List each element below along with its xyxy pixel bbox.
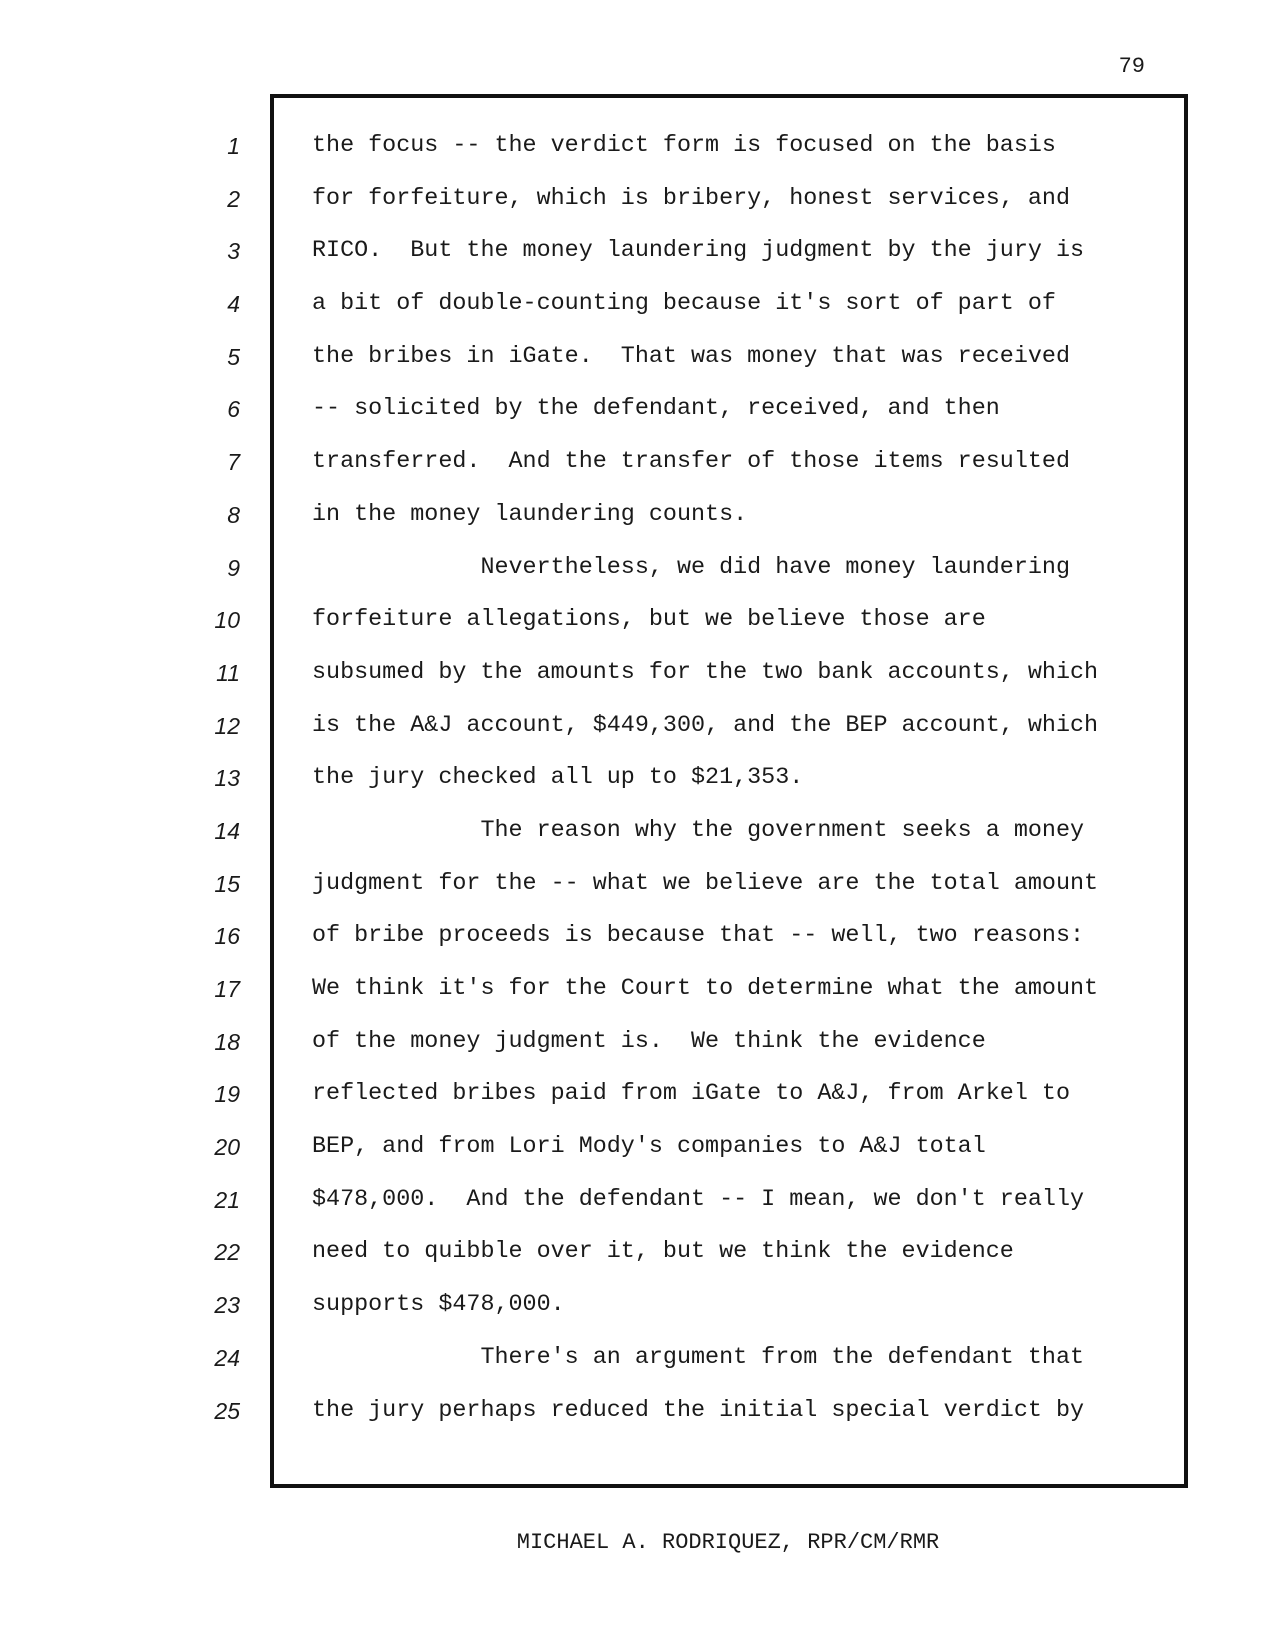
transcript-line: reflected bribes paid from iGate to A&J, from Arkel to bbox=[312, 1081, 1070, 1108]
transcript-line: -- solicited by the defendant, received, and then bbox=[312, 396, 1000, 423]
line-number: 3 bbox=[227, 238, 240, 265]
transcript-line: is the A&J account, $449,300, and the BEP account, which bbox=[312, 712, 1099, 739]
transcript-line: for forfeiture, which is bribery, honest services, and bbox=[312, 185, 1070, 212]
transcript-line: forfeiture allegations, but we believe those are bbox=[312, 607, 986, 634]
transcript-line: subsumed by the amounts for the two bank accounts, which bbox=[312, 659, 1099, 686]
line-number: 10 bbox=[214, 607, 240, 634]
transcript-line: supports $478,000. bbox=[312, 1292, 565, 1319]
page-number: 79 bbox=[1118, 54, 1145, 79]
line-number: 6 bbox=[227, 396, 240, 423]
transcript-line: RICO. But the money laundering judgment by the jury is bbox=[312, 238, 1085, 265]
transcript-line: of bribe proceeds is because that -- well, two reasons: bbox=[312, 923, 1085, 950]
line-number: 24 bbox=[214, 1344, 240, 1371]
reporter-footer: MICHAEL A. RODRIQUEZ, RPR/CM/RMR bbox=[516, 1530, 940, 1555]
line-number: 11 bbox=[216, 659, 240, 686]
line-number: 19 bbox=[214, 1081, 240, 1108]
line-number: 15 bbox=[214, 870, 240, 897]
transcript-line: $478,000. And the defendant -- I mean, we don't really bbox=[312, 1186, 1085, 1213]
line-number: 20 bbox=[214, 1134, 240, 1161]
transcript-line: the jury checked all up to $21,353. bbox=[312, 765, 804, 792]
transcript-line: The reason why the government seeks a money bbox=[312, 817, 1085, 844]
line-number: 7 bbox=[227, 449, 240, 476]
line-number: 21 bbox=[214, 1186, 240, 1213]
transcript-line: the focus -- the verdict form is focused on the basis bbox=[312, 133, 1056, 159]
line-number: 16 bbox=[214, 923, 240, 950]
line-number: 2 bbox=[227, 185, 240, 212]
transcript-line: need to quibble over it, but we think the evidence bbox=[312, 1239, 1014, 1266]
line-number: 18 bbox=[214, 1028, 240, 1055]
transcript-line: a bit of double-counting because it's sort of part of bbox=[312, 291, 1056, 318]
transcript-line: Nevertheless, we did have money laundering bbox=[312, 554, 1070, 581]
line-number: 13 bbox=[214, 765, 240, 792]
line-number: 1 bbox=[227, 133, 240, 159]
transcript-line: in the money laundering counts. bbox=[312, 501, 748, 528]
line-number: 23 bbox=[214, 1292, 240, 1319]
line-number: 25 bbox=[214, 1397, 240, 1424]
line-number: 8 bbox=[227, 501, 240, 528]
line-number: 9 bbox=[227, 554, 240, 581]
transcript-line: of the money judgment is. We think the evidence bbox=[312, 1028, 986, 1055]
transcript-line: BEP, and from Lori Mody's companies to A&J total bbox=[312, 1134, 986, 1161]
line-number: 22 bbox=[214, 1239, 240, 1266]
transcript-line: transferred. And the transfer of those items resulted bbox=[312, 449, 1070, 476]
line-number: 17 bbox=[214, 976, 240, 1002]
transcript-line: the bribes in iGate. That was money that was received bbox=[312, 343, 1070, 370]
transcript-text bbox=[312, 123, 1172, 1440]
line-number: 12 bbox=[214, 712, 240, 739]
line-number: 5 bbox=[227, 343, 240, 370]
transcript-line: the jury perhaps reduced the initial special verdict by bbox=[312, 1397, 1085, 1424]
line-number: 4 bbox=[227, 291, 240, 318]
transcript-line: judgment for the -- what we believe are the total amount bbox=[312, 870, 1099, 897]
line-number: 14 bbox=[214, 817, 240, 844]
line-number-column bbox=[185, 123, 240, 1440]
transcript-line: There's an argument from the defendant that bbox=[312, 1344, 1085, 1371]
transcript-line: We think it's for the Court to determine what the amount bbox=[312, 976, 1099, 1002]
